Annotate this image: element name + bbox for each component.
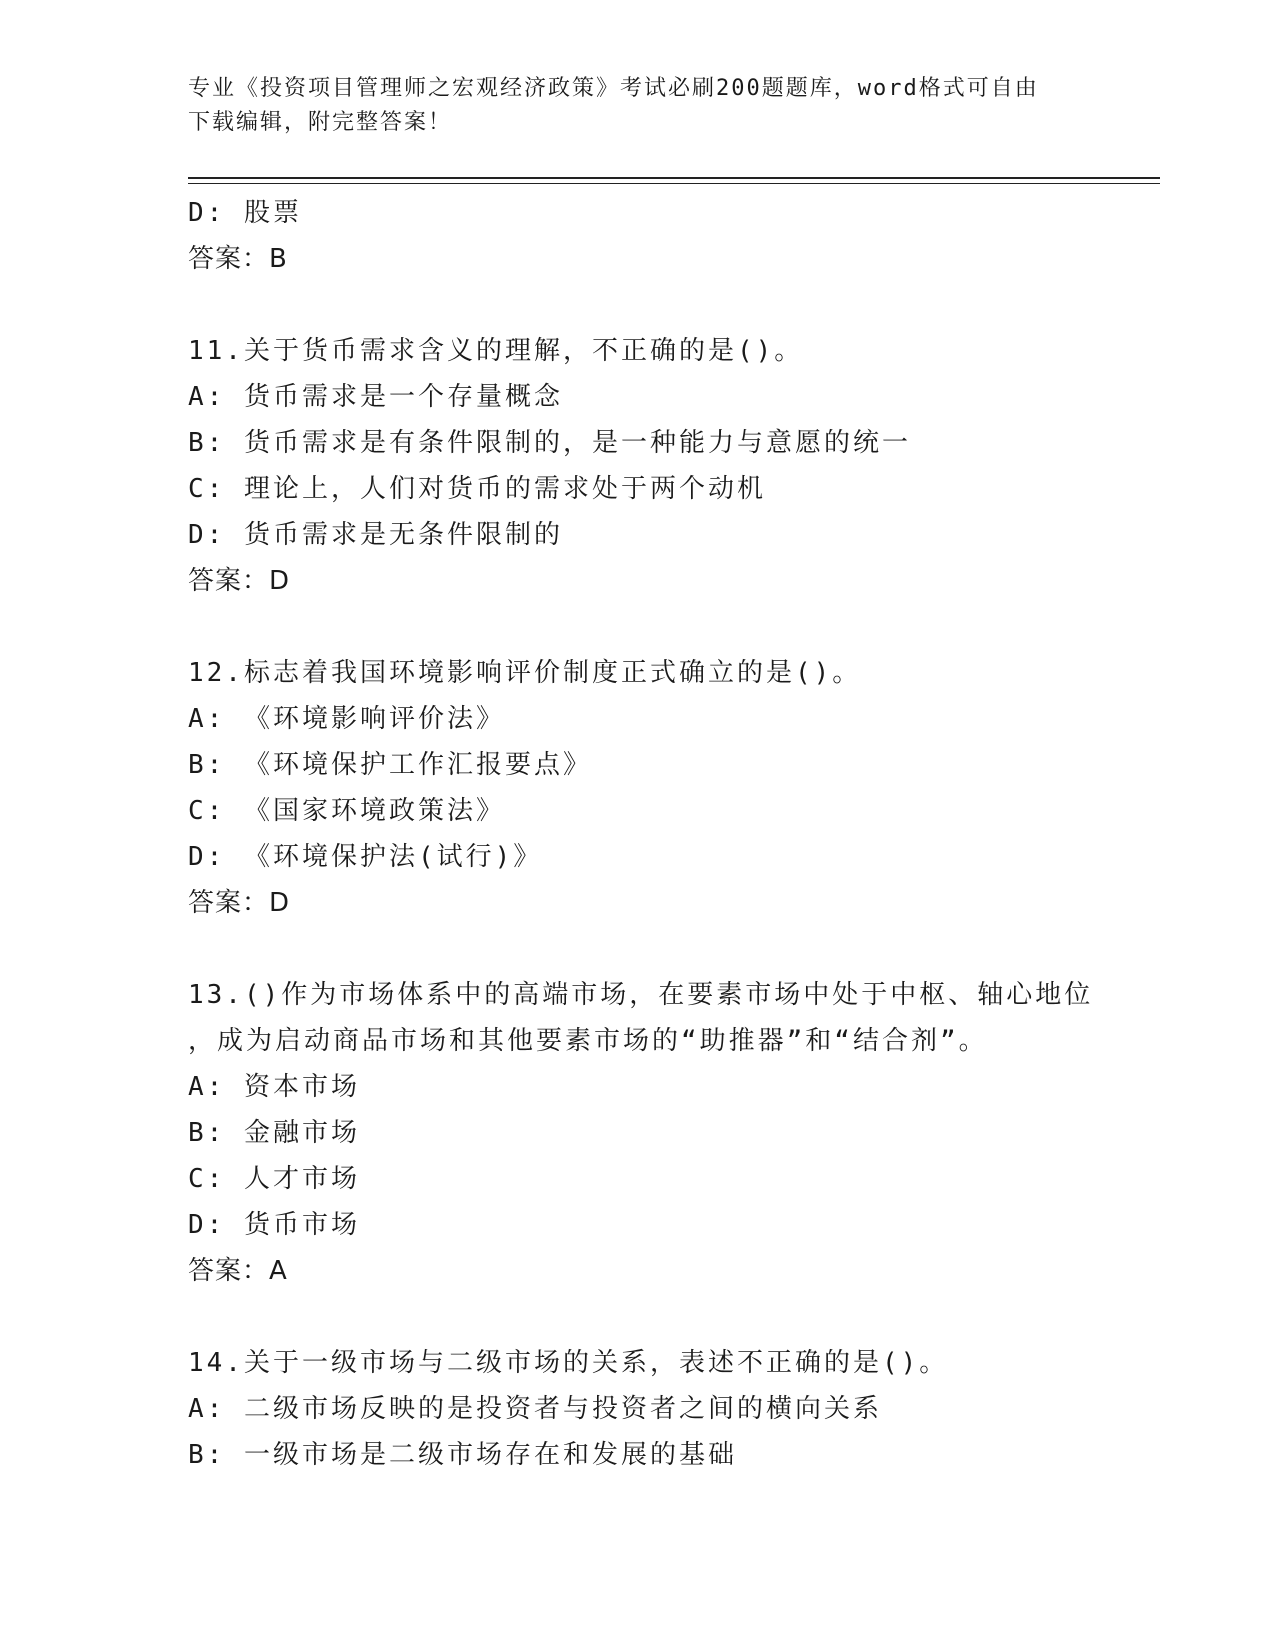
answer: 答案：D <box>188 566 291 596</box>
question-stem: 12.标志着我国环境影响评价制度正式确立的是()。 <box>188 658 862 688</box>
option-d: D: 货币需求是无条件限制的 <box>188 520 563 550</box>
option-c: C: 《国家环境政策法》 <box>188 796 505 826</box>
question-block-12 <box>188 650 1088 926</box>
answer: 答案：A <box>188 1256 288 1286</box>
spacer <box>188 282 1088 328</box>
answer: 答案：B <box>188 244 288 274</box>
header-line-1: 专业《投资项目管理师之宏观经济政策》考试必刷200题题库，word格式可自由 <box>188 76 1039 101</box>
spacer <box>188 926 1088 972</box>
option-b: B: 金融市场 <box>188 1118 360 1148</box>
question-block-prev <box>188 190 1088 282</box>
option-d: D: 货币市场 <box>188 1210 360 1240</box>
document-header <box>188 72 1068 140</box>
option-a: A: 《环境影响评价法》 <box>188 704 505 734</box>
option-a: A: 资本市场 <box>188 1072 360 1102</box>
header-line-2: 下载编辑，附完整答案！ <box>188 110 453 135</box>
option-b: B: 《环境保护工作汇报要点》 <box>188 750 592 780</box>
question-list <box>188 190 1094 1478</box>
header-divider-thin <box>188 183 1160 184</box>
option-d: D: 股票 <box>188 198 302 228</box>
question-block-14 <box>188 1340 1088 1478</box>
question-block-13 <box>188 972 1094 1294</box>
answer: 答案：D <box>188 888 291 918</box>
spacer <box>188 604 1088 650</box>
option-a: A: 货币需求是一个存量概念 <box>188 382 563 412</box>
option-d: D: 《环境保护法(试行)》 <box>188 842 543 872</box>
question-stem-line-2: ，成为启动商品市场和其他要素市场的“助推器”和“结合剂”。 <box>188 1026 988 1056</box>
option-c: C: 人才市场 <box>188 1164 360 1194</box>
spacer <box>188 1294 1088 1340</box>
option-c: C: 理论上，人们对货币的需求处于两个动机 <box>188 474 766 504</box>
question-stem: 11.关于货币需求含义的理解，不正确的是()。 <box>188 336 804 366</box>
question-stem: 14.关于一级市场与二级市场的关系，表述不正确的是()。 <box>188 1348 949 1378</box>
option-a: A: 二级市场反映的是投资者与投资者之间的横向关系 <box>188 1394 882 1424</box>
header-divider-thick <box>188 177 1160 179</box>
question-block-11 <box>188 328 1088 604</box>
option-b: B: 货币需求是有条件限制的，是一种能力与意愿的统一 <box>188 428 911 458</box>
option-b: B: 一级市场是二级市场存在和发展的基础 <box>188 1440 737 1470</box>
question-stem-line-1: 13.()作为市场体系中的高端市场，在要素市场中处于中枢、轴心地位 <box>188 980 1094 1010</box>
